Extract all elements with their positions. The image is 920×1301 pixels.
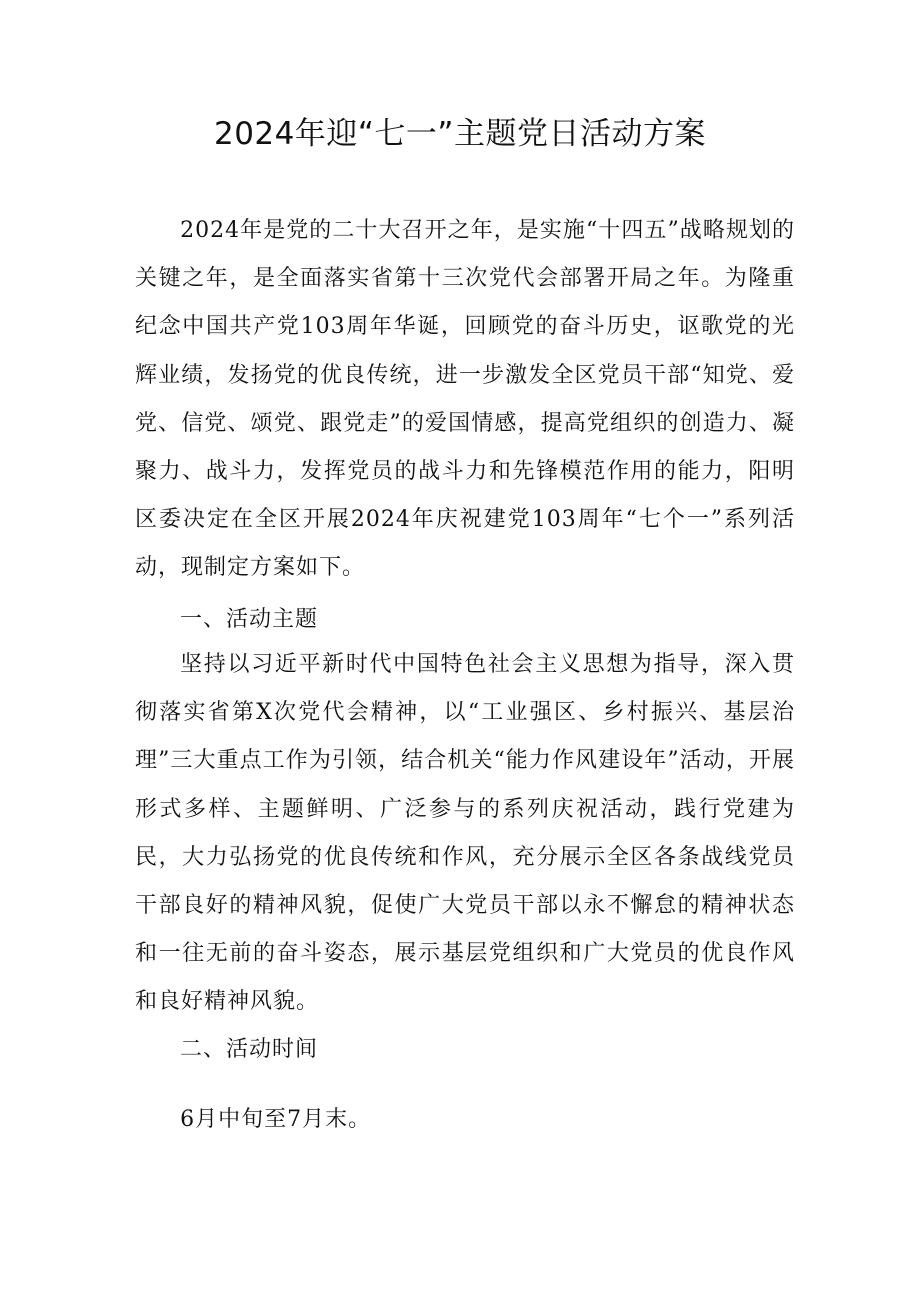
section-body-theme: 坚持以习近平新时代中国特色社会主义思想为指导，深入贯彻落实省第X次党代会精神，以“工业强区、乡村振兴、基层治理”三大重点工作为引领，结合机关“能力作风建设年”活动，开展形式多样、主题鲜明、广泛参与的系列庆祝活动，践行党建为民，大力弘扬党的优良传统和作风，充分展示全区各条战线党员干部良好的精神风貌，促使广大党员干部以永不懈怠的精神状态和一往无前的奋斗姿态，展示基层党组织和广大党员的优良作风和良好精神风貌。 [135, 652, 795, 1015]
section-heading-time: 二、活动时间 [180, 1037, 319, 1062]
intro-paragraph: 2024年是党的二十大召开之年，是实施“十四五”战略规划的关键之年，是全面落实省第十三次党代会部署开局之年。为隆重纪念中国共产党103周年华诞，回顾党的奋斗历史，讴歌党的光辉业绩，发扬党的优良传统，进一步激发全区党员干部“知党、爱党、信党、颂党、跟党走”的爱国情感，提高党组织的创造力、凝聚力、战斗力，发挥党员的战斗力和先锋模范作用的能力，阳明区委决定在全区开展2024年庆祝建党103周年“七个一”系列活动，现制定方案如下。 [135, 218, 795, 581]
section-heading-theme: 一、活动主题 [180, 607, 319, 632]
section-body-time: 6月中旬至7月末。 [180, 1107, 372, 1132]
document-title: 2024年迎“七一”主题党日活动方案 [213, 116, 706, 152]
